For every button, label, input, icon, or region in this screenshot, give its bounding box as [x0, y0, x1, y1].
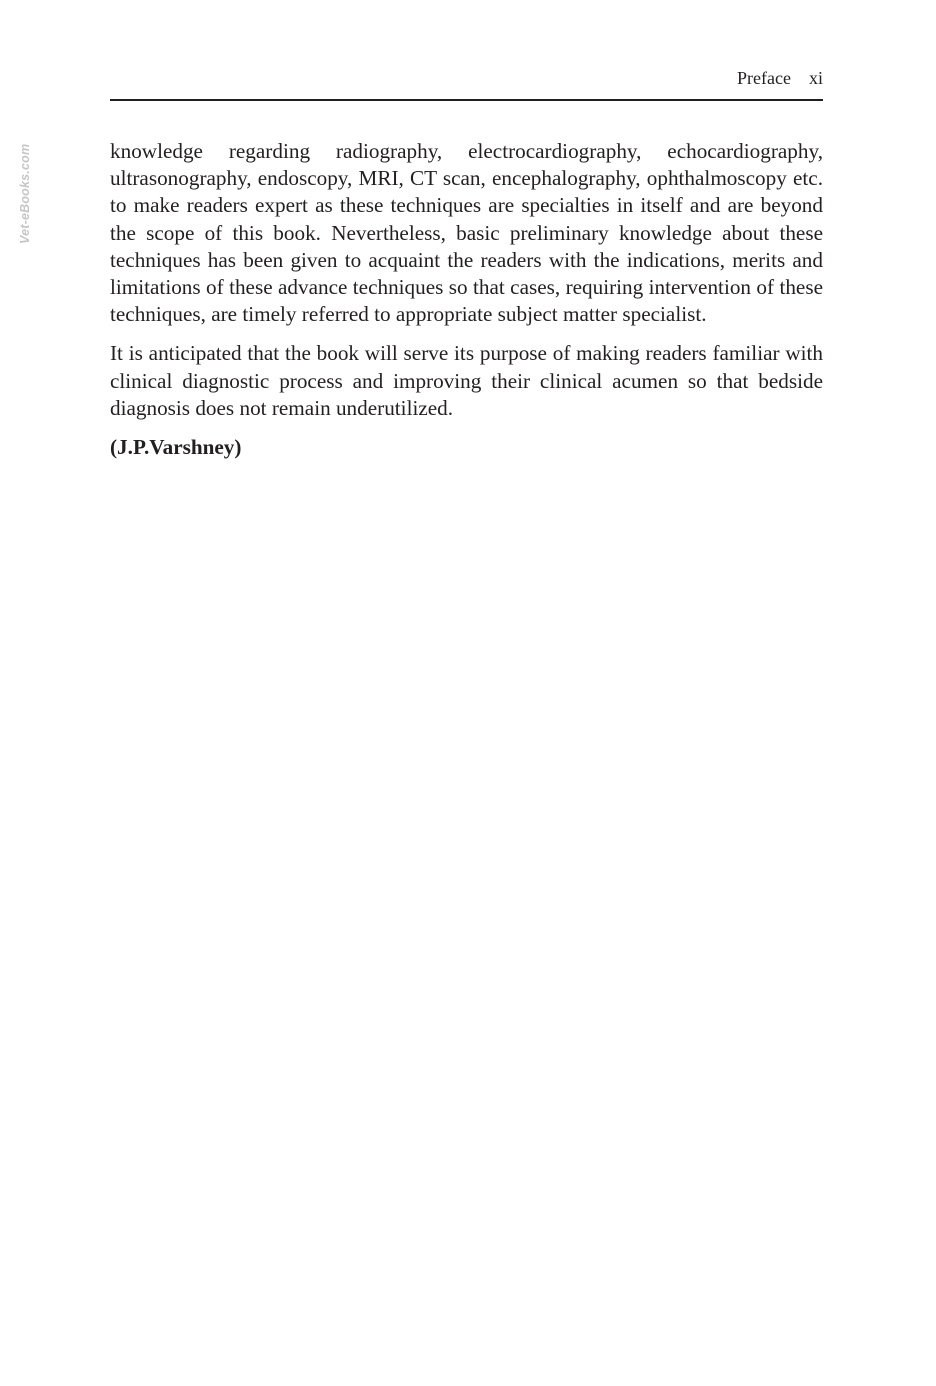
- section-title: Preface: [737, 68, 791, 88]
- paragraph-2: It is anticipated that the book will serve its purpose of making readers familiar with clinical diagnostic process and improving their clinical acumen so that bedside diagnosis does not remain underutilized.: [110, 341, 823, 420]
- header-rule: [110, 99, 823, 101]
- watermark-logo: [14, 128, 36, 244]
- page-body: [110, 138, 823, 473]
- page-number: xi: [808, 68, 823, 88]
- watermark-text: Vet-eBooks.com: [18, 143, 32, 244]
- paragraph-1: knowledge regarding radiography, electrocardiography, echocardiography, ultrasonography, endoscopy, MRI, CT scan, encephalography, ophthalmoscopy etc. to make readers expert as these techniques are specialties in itself and are beyond the scope of this book. Nevertheless, basic preliminary knowledge about these techniques has been given to acquaint the readers with the indications, merits and limitations of these advance techniques so that cases, requiring intervention of these techniques, are timely referred to appropriate subject matter specialist.: [110, 139, 823, 327]
- author-signature: (J.P.Varshney): [110, 435, 242, 460]
- running-header: [110, 66, 823, 90]
